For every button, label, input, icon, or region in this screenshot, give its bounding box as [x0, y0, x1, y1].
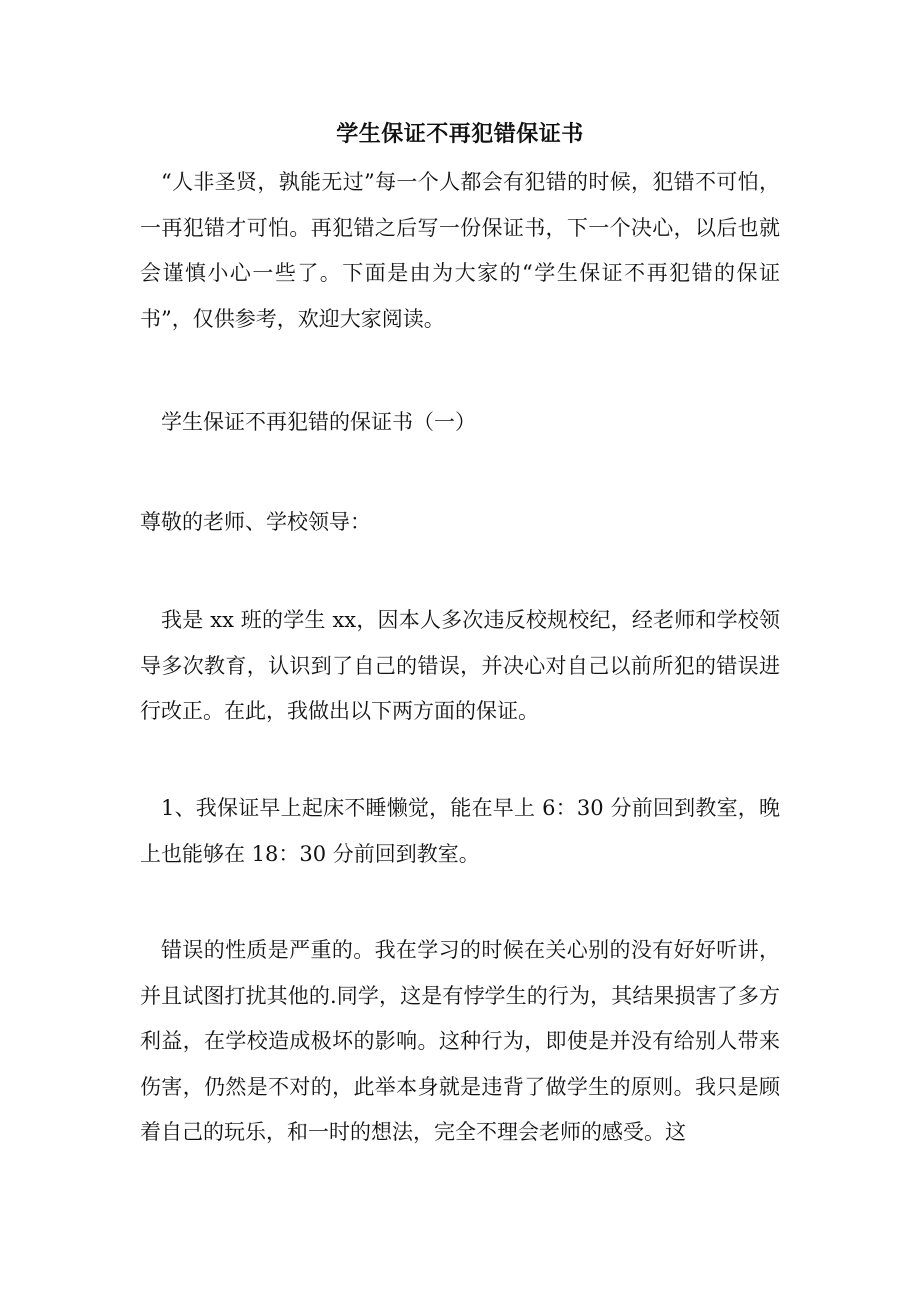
body-paragraph-1: 我是 xx 班的学生 xx，因本人多次违反校规校纪，经老师和学校领导多次教育，认识到了自己的错误，并决心对自己以前所犯的错误进行改正。在此，我做出以下两方面的保证。 — [140, 608, 780, 723]
body-paragraph-2: 错误的性质是严重的。我在学习的时候在关心别的没有好好听讲，并且试图打扰其他的.同学，这是有悖学生的行为，其结果损害了多方利益，在学校造成极坏的影响。这种行为，即使是并没有给别人带来伤害，仍然是不对的，此举本身就是违背了做学生的原则。我只是顾着自己的玩乐，和一时的想法，完全不理会老师的感受。这 — [140, 938, 780, 1144]
pledge-item-1: 1、我保证早上起床不睡懒觉，能在早上 6：30 分前回到教室，晚上也能够在 18：30 分前回到教室。 — [140, 796, 780, 866]
salutation: 尊敬的老师、学校领导： — [140, 510, 371, 534]
section-heading: 学生保证不再犯错的保证书（一） — [161, 410, 476, 434]
intro-paragraph: “人非圣贤，孰能无过”每一个人都会有犯错的时候，犯错不可怕，一再犯错才可怕。再犯错之后写一份保证书，下一个决心，以后也就会谨慎小心一些了。下面是由为大家的“学生保证不再犯错的保证书”，仅供参考，欢迎大家阅读。 — [140, 170, 780, 331]
document-title: 学生保证不再犯错保证书 — [336, 121, 584, 147]
